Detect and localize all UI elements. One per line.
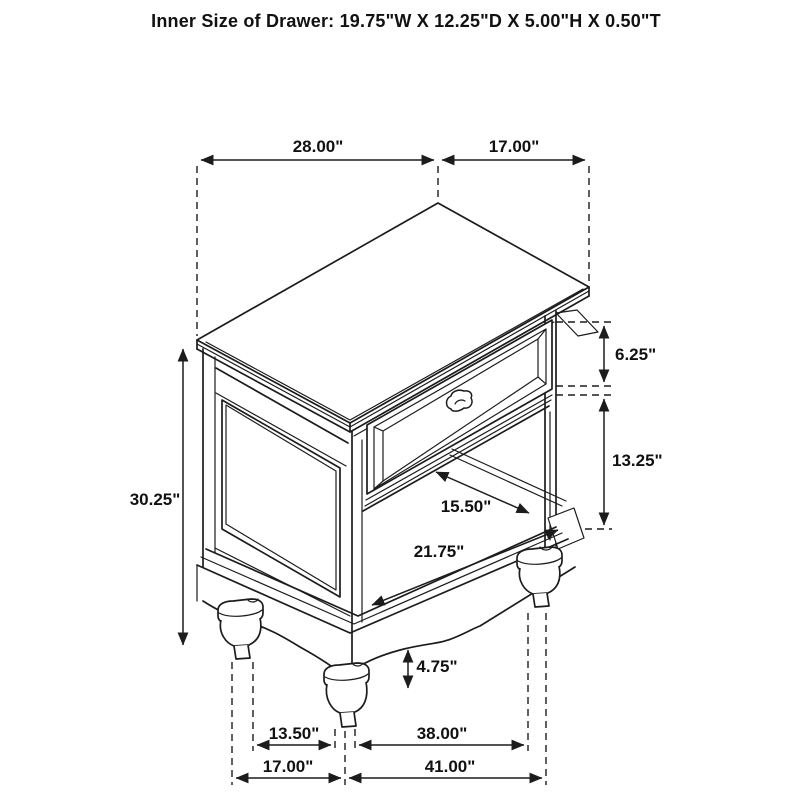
dim-feet-17-00-label: 17.00": [262, 757, 314, 776]
dim-drawer-face-height-label: 6.25": [615, 345, 657, 364]
dim-feet-13-50: [257, 724, 331, 745]
dim-inner-depth-label: 15.50": [440, 497, 492, 516]
dim-foot-height: [408, 650, 458, 688]
dim-opening-height-label: 13.25": [612, 451, 663, 470]
dim-feet-41-00-label: 41.00": [424, 757, 476, 776]
front-foot: [324, 663, 369, 727]
dim-feet-38-00-label: 38.00": [416, 724, 468, 743]
dim-feet-17-00: [236, 757, 341, 778]
dim-inner-width-label: 21.75": [413, 542, 465, 561]
dim-feet-38-00: [359, 724, 524, 745]
dim-top-depth: [442, 137, 585, 160]
page-title: Inner Size of Drawer: 19.75"W X 12.25"D X 5.00"H X 0.50"T: [151, 11, 661, 31]
dim-foot-height-label: 4.75": [416, 657, 458, 676]
nightstand-drawing: [197, 203, 598, 727]
dim-drawer-face-height: [604, 326, 656, 382]
dim-feet-41-00: [349, 757, 542, 778]
dim-top-width-label: 28.00": [292, 137, 344, 156]
dim-overall-height-label: 30.25": [129, 490, 181, 509]
dim-feet-13-50-label: 13.50": [268, 724, 320, 743]
dim-overall-height: [130, 349, 183, 645]
dim-opening-height: [604, 399, 663, 525]
left-foot: [218, 599, 263, 659]
dim-inner-depth: [436, 472, 529, 516]
dim-top-width: [201, 137, 434, 160]
dim-top-depth-label: 17.00": [488, 137, 540, 156]
base-molding: [197, 508, 584, 677]
